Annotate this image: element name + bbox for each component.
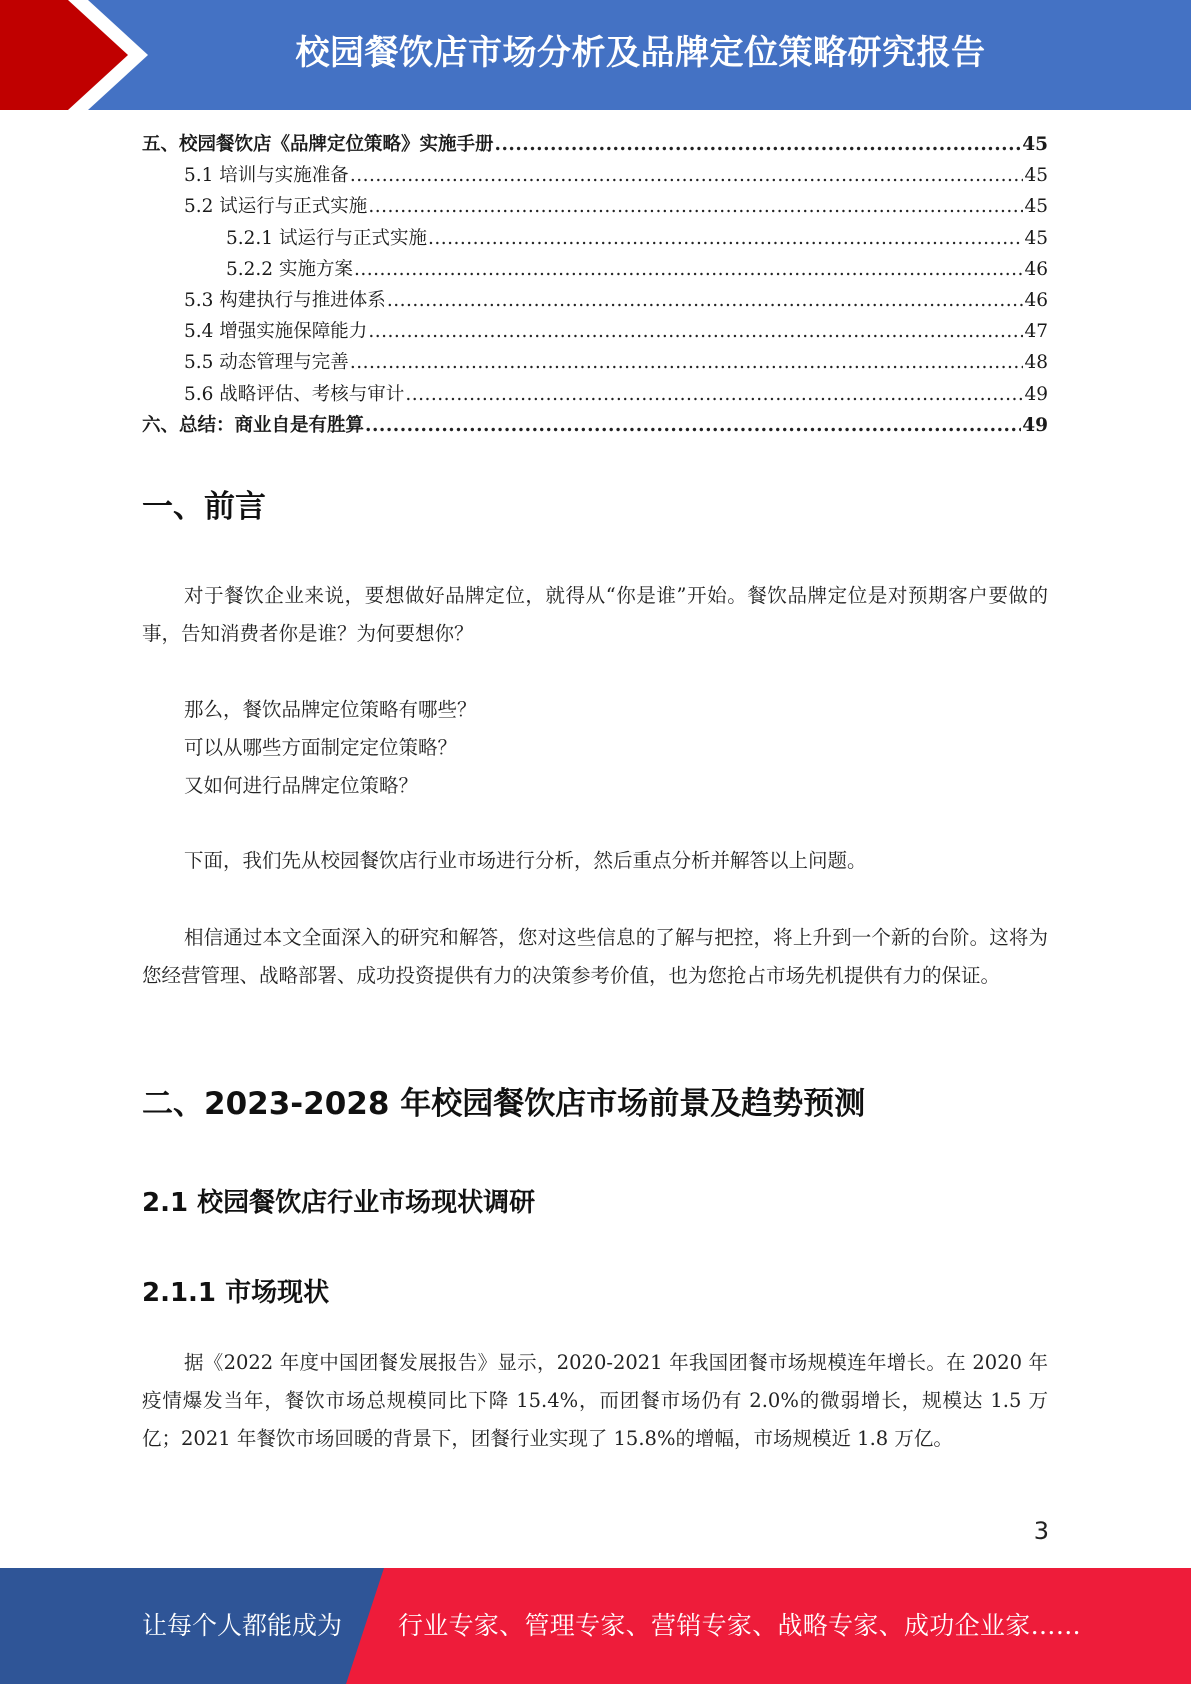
toc-entry[interactable]: [142, 285, 1048, 316]
header-arrow-decoration: [0, 0, 160, 110]
toc-entry[interactable]: [142, 223, 1048, 254]
table-of-contents: [142, 129, 1048, 441]
toc-entry[interactable]: [142, 316, 1048, 347]
toc-entry-page: 45: [1024, 196, 1048, 218]
preface-question: 那么，餐饮品牌定位策略有哪些？: [184, 698, 477, 721]
preface-paragraph: 下面，我们先从校园餐饮店行业市场进行分析，然后重点分析并解答以上问题。: [184, 849, 867, 872]
toc-entry[interactable]: [142, 347, 1048, 378]
preface-paragraph: 相信通过本文全面深入的研究和解答，您对这些信息的了解与把控，将上升到一个新的台阶。这将为您经营管理、战略部署、成功投资提供有力的决策参考价值，也为您抢占市场先机提供有力的保证。: [142, 926, 1048, 987]
toc-leader-dots: [350, 160, 1024, 191]
toc-entry-label: 5.4 增强实施保障能力: [184, 321, 368, 343]
toc-entry-page: 45: [1022, 134, 1048, 155]
page-number: 3: [1033, 1517, 1049, 1545]
market-status-paragraph: 据《2022 年度中国团餐发展报告》显示，2020-2021 年我国团餐市场规模连年增长。在 2020 年疫情爆发当年，餐饮市场总规模同比下降 15.4%，而团餐市场仍有 2.0%的微弱增长，规模达 1.5 万亿；2021 年餐饮市场回暖的背景下，团餐行业实现了 15.8%的增幅，市场规模近 1.8 万亿。: [142, 1351, 1048, 1450]
toc-leader-dots: [354, 254, 1024, 285]
header-banner: [0, 0, 1191, 110]
toc-entry-page: 48: [1024, 352, 1048, 374]
toc-entry-page: 47: [1024, 321, 1048, 343]
toc-entry-page: 46: [1024, 258, 1048, 280]
subsection-heading: 2.1.1 市场现状: [142, 1278, 330, 1308]
toc-entry-label: 5.1 培训与实施准备: [184, 165, 349, 187]
footer-banner: [0, 1568, 1191, 1684]
section-heading-market-outlook: 二、2023-2028 年校园餐饮店市场前景及趋势预测: [142, 1086, 866, 1122]
toc-leader-dots: [387, 285, 1024, 316]
toc-entry-page: 49: [1022, 414, 1048, 436]
report-title: 校园餐饮店市场分析及品牌定位策略研究报告: [295, 33, 986, 73]
toc-leader-dots: [428, 223, 1023, 254]
toc-entry-label: 5.3 构建执行与推进体系: [184, 289, 386, 311]
toc-entry-label: 5.2.1 试运行与正式实施: [226, 227, 427, 249]
toc-entry-page: 45: [1024, 227, 1048, 249]
footer-slogan-left: 让每个人都能成为: [142, 1611, 343, 1640]
toc-entry-label: 5.6 战略评估、考核与审计: [184, 383, 405, 405]
preface-question: 可以从哪些方面制定定位策略？: [184, 736, 458, 759]
toc-entry[interactable]: [142, 129, 1048, 160]
toc-leader-dots: [368, 316, 1023, 347]
toc-leader-dots: [350, 347, 1024, 378]
footer-slogan-right: 行业专家、管理专家、营销专家、战略专家、成功企业家……: [398, 1611, 1082, 1640]
toc-entry-label: 5.2.2 实施方案: [226, 258, 353, 280]
toc-leader-dots: [368, 191, 1023, 222]
toc-entry-page: 49: [1024, 383, 1048, 405]
toc-entry-label: 5.5 动态管理与完善: [184, 352, 349, 374]
preface-paragraph: 对于餐饮企业来说，要想做好品牌定位，就得从“你是谁”开始。餐饮品牌定位是对预期客户要做的事，告知消费者你是谁？为何要想你？: [142, 584, 1048, 645]
toc-leader-dots: [365, 410, 1021, 441]
preface-question: 又如何进行品牌定位策略？: [184, 774, 419, 797]
toc-entry[interactable]: [142, 191, 1048, 222]
toc-entry-label: 六、总结：商业自是有胜算: [142, 414, 365, 436]
toc-entry-label: 5.2 试运行与正式实施: [184, 196, 368, 218]
toc-entry[interactable]: [142, 254, 1048, 285]
toc-leader-dots: [495, 129, 1022, 160]
toc-entry-label: 五、校园餐饮店《品牌定位策略》实施手册: [142, 134, 494, 155]
toc-leader-dots: [405, 379, 1023, 410]
toc-entry[interactable]: [142, 160, 1048, 191]
toc-entry[interactable]: [142, 379, 1048, 410]
toc-entry-page: 46: [1024, 289, 1048, 311]
toc-entry-page: 45: [1024, 165, 1048, 187]
subsection-heading: 2.1 校园餐饮店行业市场现状调研: [142, 1188, 536, 1218]
toc-entry[interactable]: [142, 410, 1048, 441]
section-heading-preface: 一、前言: [142, 489, 266, 525]
